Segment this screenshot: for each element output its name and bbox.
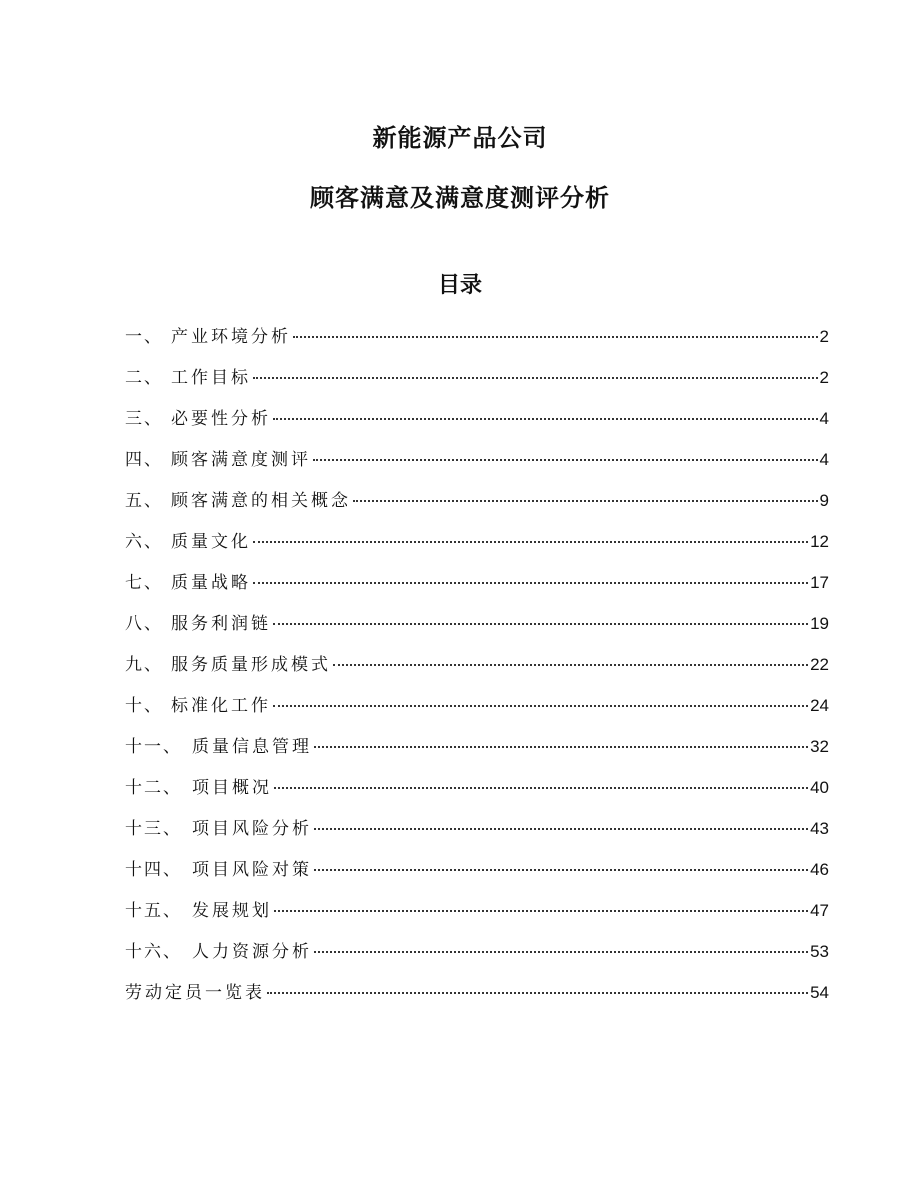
document-subtitle: 顾客满意及满意度测评分析 — [310, 184, 610, 212]
toc-dot-leader — [273, 693, 808, 707]
toc-dot-leader — [273, 611, 808, 625]
toc-entry-label: 项目概况 — [192, 778, 272, 798]
toc-dot-leader — [267, 980, 808, 994]
toc-entry-label: 项目风险分析 — [192, 819, 312, 839]
toc-entry-number: 十三、 — [125, 819, 182, 839]
toc-entry-page: 19 — [810, 614, 829, 633]
toc-entry-label: 工作目标 — [171, 368, 251, 388]
toc-entry-page: 9 — [819, 491, 829, 510]
toc-entry[interactable] — [125, 773, 829, 814]
toc-entry-number: 十五、 — [125, 901, 182, 921]
toc-entry[interactable] — [125, 855, 829, 896]
toc-entry-page: 53 — [810, 942, 829, 961]
toc-entry-page: 46 — [810, 860, 829, 879]
toc-entry-page: 4 — [819, 409, 829, 428]
toc-dot-leader — [253, 365, 818, 379]
toc-dot-leader — [273, 406, 818, 420]
toc-entry-number: 三、 — [125, 409, 163, 429]
toc-entry[interactable] — [125, 691, 829, 732]
toc-entry-number: 四、 — [125, 450, 163, 470]
toc-entry-label: 发展规划 — [192, 901, 272, 921]
toc-entry-number: 十二、 — [125, 778, 182, 798]
toc-heading: 目录 — [437, 273, 482, 298]
toc-entry-number: 十四、 — [125, 860, 182, 880]
toc-entry-label: 劳动定员一览表 — [125, 983, 265, 1003]
toc-dot-leader — [253, 570, 808, 584]
toc-entry-label: 人力资源分析 — [192, 942, 312, 962]
toc-entry-label: 服务利润链 — [171, 614, 271, 634]
toc-entry-number: 十一、 — [125, 737, 182, 757]
toc-entry-label: 必要性分析 — [171, 409, 271, 429]
toc-dot-leader — [293, 324, 818, 338]
toc-entry-page: 32 — [810, 737, 829, 756]
toc-entry[interactable] — [125, 527, 829, 568]
toc-entry-page: 4 — [819, 450, 829, 469]
toc-entry[interactable] — [125, 445, 829, 486]
toc-entry[interactable] — [125, 568, 829, 609]
toc-dot-leader — [314, 816, 808, 830]
table-of-contents — [125, 322, 829, 1019]
toc-entry-label: 服务质量形成模式 — [171, 655, 331, 675]
toc-entry-number: 二、 — [125, 368, 163, 388]
toc-entry-page: 54 — [810, 983, 829, 1002]
toc-entry-label: 顾客满意的相关概念 — [171, 491, 351, 511]
toc-entry-page: 2 — [819, 327, 829, 346]
toc-entry[interactable] — [125, 609, 829, 650]
toc-entry-page: 22 — [810, 655, 829, 674]
toc-dot-leader — [353, 488, 818, 502]
toc-dot-leader — [314, 857, 808, 871]
toc-entry-label: 质量战略 — [171, 573, 251, 593]
toc-entry-page: 47 — [810, 901, 829, 920]
toc-dot-leader — [333, 652, 808, 666]
toc-entry[interactable] — [125, 978, 829, 1019]
toc-entry-number: 一、 — [125, 327, 163, 347]
toc-entry-page: 40 — [810, 778, 829, 797]
toc-dot-leader — [314, 734, 808, 748]
toc-entry-page: 17 — [810, 573, 829, 592]
toc-entry-page: 24 — [810, 696, 829, 715]
toc-entry[interactable] — [125, 363, 829, 404]
toc-dot-leader — [274, 775, 808, 789]
toc-entry-label: 产业环境分析 — [171, 327, 291, 347]
toc-entry[interactable] — [125, 937, 829, 978]
toc-entry-label: 质量文化 — [171, 532, 251, 552]
toc-dot-leader — [253, 529, 808, 543]
toc-dot-leader — [314, 939, 808, 953]
toc-entry-number: 十、 — [125, 696, 163, 716]
toc-entry[interactable] — [125, 896, 829, 937]
toc-entry-label: 顾客满意度测评 — [171, 450, 311, 470]
toc-entry[interactable] — [125, 486, 829, 527]
toc-entry-label: 标准化工作 — [171, 696, 271, 716]
toc-entry-number: 十六、 — [125, 942, 182, 962]
toc-entry[interactable] — [125, 404, 829, 445]
toc-entry-number: 五、 — [125, 491, 163, 511]
toc-dot-leader — [274, 898, 808, 912]
toc-dot-leader — [313, 447, 818, 461]
toc-entry-page: 2 — [819, 368, 829, 387]
toc-entry-number: 七、 — [125, 573, 163, 593]
toc-entry[interactable] — [125, 814, 829, 855]
toc-entry-number: 六、 — [125, 532, 163, 552]
toc-entry[interactable] — [125, 322, 829, 363]
toc-entry-number: 九、 — [125, 655, 163, 675]
toc-entry-number: 八、 — [125, 614, 163, 634]
toc-entry-page: 12 — [810, 532, 829, 551]
toc-entry[interactable] — [125, 732, 829, 773]
toc-entry-label: 项目风险对策 — [192, 860, 312, 880]
toc-entry-label: 质量信息管理 — [192, 737, 312, 757]
toc-entry-page: 43 — [810, 819, 829, 838]
toc-entry[interactable] — [125, 650, 829, 691]
document-company-title: 新能源产品公司 — [372, 124, 548, 152]
